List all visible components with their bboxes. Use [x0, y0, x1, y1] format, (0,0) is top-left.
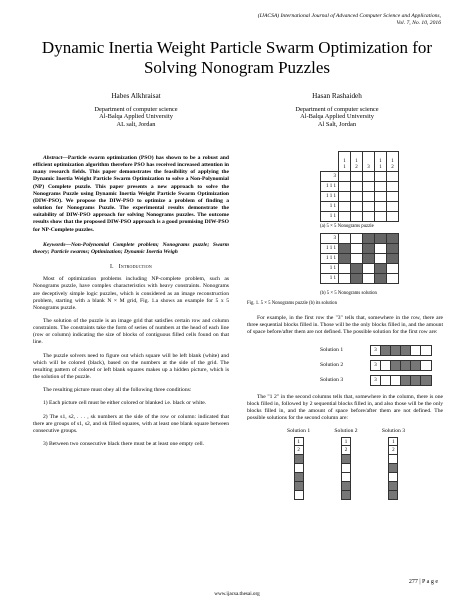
- grid-cell: [401, 361, 411, 370]
- grid-row: [321, 212, 399, 222]
- column-solution: [287, 428, 310, 500]
- author-dept: Department of computer science: [295, 105, 379, 113]
- figure-solution: [247, 233, 443, 297]
- grid-cell: [339, 254, 351, 264]
- grid-cell: [375, 264, 387, 274]
- figure-sub-caption: (a) 5 × 5 Nonograms puzzle: [320, 224, 374, 229]
- grid-cell: [388, 491, 398, 500]
- column-clue: 3: [363, 152, 375, 172]
- grid-cell: [421, 376, 431, 385]
- grid-cell: [388, 482, 398, 491]
- grid-cell: [339, 202, 351, 212]
- grid-cell: [294, 464, 304, 473]
- author-loc: Al Salt, Jordan: [317, 120, 357, 128]
- row-clue: 1 1 1: [321, 182, 339, 192]
- grid-cell: [421, 346, 431, 355]
- grid-row: [321, 182, 399, 192]
- row-clue: 1 1 1: [321, 254, 339, 264]
- column-clue: 2: [341, 446, 351, 455]
- row-solutions: [247, 343, 443, 388]
- grid-cell: [411, 346, 421, 355]
- grid-cell: [351, 234, 363, 244]
- solution-label: Solution 3: [381, 428, 405, 435]
- grid-cell: [363, 244, 375, 254]
- column-clue: 2: [388, 446, 398, 455]
- grid-row: [321, 234, 399, 244]
- row-clue: 1 1: [321, 274, 339, 284]
- grid-cell: [351, 254, 363, 264]
- journal-name: (IJACSA) International Journal of Advanced Computer Science and Applications,: [257, 13, 441, 19]
- footer-url: www.ijacsa.thesai.org: [214, 591, 260, 597]
- row-clue: 1 1: [321, 202, 339, 212]
- grid-cell: [339, 192, 351, 202]
- grid-cell: [401, 376, 411, 385]
- grid-cell: [341, 482, 351, 491]
- paragraph: The resulting picture must obey all the following three conditions:: [43, 387, 192, 394]
- grid-cell: [388, 464, 398, 473]
- grid-cell: [351, 264, 363, 274]
- row-clue: 3: [321, 172, 339, 182]
- grid-row: [321, 254, 399, 264]
- grid-cell: [339, 264, 351, 274]
- journal-header: [181, 13, 441, 27]
- column-clue-row: [321, 152, 399, 172]
- grid-cell: [387, 212, 399, 222]
- keywords: Keywords—Non-Polynomial Complete problem; Nonograms puzzle; Swarm theory; Particle swarms; Optimization; Dynamic Inertia Weigh: [33, 241, 229, 255]
- grid-cell: [375, 234, 387, 244]
- abstract: [33, 155, 229, 234]
- grid-cell: [387, 182, 399, 192]
- grid-cell: [363, 234, 375, 244]
- grid-cell: [363, 274, 375, 284]
- grid-cell: [339, 234, 351, 244]
- author-2: [262, 93, 412, 128]
- solution-label: Solution 1: [287, 428, 311, 435]
- column-clue: 1 1: [339, 152, 351, 172]
- grid-cell: [339, 244, 351, 254]
- grid-row: [321, 172, 399, 182]
- grid-cell: [391, 361, 401, 370]
- grid-cell: [411, 361, 421, 370]
- grid-row: [321, 192, 399, 202]
- author-uni: Al-Balqa Applied University: [300, 113, 374, 121]
- author-1: [61, 93, 211, 128]
- section-heading: [33, 264, 229, 271]
- grid-cell: [375, 172, 387, 182]
- author-dept: Department of computer science: [94, 105, 178, 113]
- grid-row: [321, 274, 399, 284]
- condition-item: 2) The s1, s2, . . . , sk numbers at the side of the row or column: indicated that there are groups of s1, s2, and sk filled squares, with at least one blank square between consecutive groups.: [33, 413, 229, 434]
- grid-cell: [294, 491, 304, 500]
- grid-cell: [375, 182, 387, 192]
- author-uni: Al-Balqa Applied University: [99, 113, 173, 121]
- journal-volume: Vol. 7, No. 10, 2016: [396, 20, 441, 26]
- grid-cell: [375, 192, 387, 202]
- grid-cell: [339, 274, 351, 284]
- row-clue: 1 1 1: [321, 244, 339, 254]
- row-clue: 3: [371, 361, 381, 370]
- grid-cell: [387, 192, 399, 202]
- grid-cell: [388, 455, 398, 464]
- paragraph: Most of optimization problems including NP-complete problem, such as Nonograms puzzle, have complex characteristics with heavy constraints. Nonograms are deceptively simple logic puzzles, which is considered as an image reconstruction problem, starting with a blank N × M grid, Fig. 1.a shows an example for 5 x 5 Nonograms puzzle.: [33, 276, 229, 311]
- row-clue: 1 1: [321, 264, 339, 274]
- figure-puzzle: [247, 151, 443, 231]
- grid-cell: [351, 202, 363, 212]
- grid-cell: [421, 361, 431, 370]
- column-solution: [382, 428, 405, 500]
- paragraph: For example, in the first row the "3" tells that, somewhere in the row, there are three sequential blocks filled in. Those will be the only blocks filled in, and the amount of space before/after them are not defined. The possible solution for the first row are:: [247, 315, 443, 336]
- column-clue: 1: [388, 437, 398, 446]
- grid-cell: [401, 346, 411, 355]
- row-solution: [320, 343, 443, 358]
- grid-cell: [351, 212, 363, 222]
- grid-cell: [363, 192, 375, 202]
- grid-cell: [363, 264, 375, 274]
- grid-cell: [341, 473, 351, 482]
- row-solution: [320, 358, 443, 373]
- grid-cell: [387, 274, 399, 284]
- solution-label: Solution 2: [334, 428, 358, 435]
- author-name: Habes Alkhraisat: [111, 92, 161, 100]
- grid-cell: [363, 202, 375, 212]
- grid-cell: [375, 212, 387, 222]
- row-clue: 1 1 1: [321, 192, 339, 202]
- grid-cell: [351, 244, 363, 254]
- column-clue: 1 2: [387, 152, 399, 172]
- paragraph: The solution of the puzzle is an image grid that satisfies certain row and column constraints. The constraints take the form of series of numbers at the head of each line (row or column) indicating the size of blocks of contiguous filled cells found on that line.: [33, 317, 229, 346]
- grid-cell: [339, 212, 351, 222]
- right-column: [247, 151, 443, 500]
- grid-cell: [351, 182, 363, 192]
- row-clue: 3: [321, 234, 339, 244]
- grid-cell: [341, 491, 351, 500]
- condition-item: 1) Each picture cell must be either colored or blanked i.e. black or white.: [43, 400, 207, 407]
- grid-cell: [391, 376, 401, 385]
- grid-cell: [387, 244, 399, 254]
- solution-label: Solution 3: [320, 376, 344, 383]
- author-loc: AL salt, Jordan: [116, 120, 156, 128]
- grid-cell: [387, 202, 399, 212]
- grid-cell: [381, 346, 391, 355]
- paragraph: The puzzle solvers need to figure out which square will be left blank (white) and which will be colored (black), based on the numbers at the side of the grid. The resulting pattern of colored or left blank squares makes up a hidden picture, which is the solution of the puzzle.: [33, 352, 229, 381]
- grid-cell: [363, 182, 375, 192]
- grid-cell: [294, 473, 304, 482]
- grid-cell: [388, 473, 398, 482]
- grid-row: [321, 244, 399, 254]
- column-solution: [334, 428, 357, 500]
- left-column: [33, 155, 229, 454]
- row-solution: [320, 373, 443, 388]
- grid-cell: [375, 274, 387, 284]
- column-clue: 1 1: [375, 152, 387, 172]
- author-name: Hasan Rashaideh: [312, 92, 362, 100]
- grid-cell: [411, 376, 421, 385]
- grid-cell: [351, 274, 363, 284]
- section-number: I.: [110, 264, 114, 271]
- grid-row: [321, 202, 399, 212]
- condition-item: 3) Between two consecutive black there must be at least one empty cell.: [43, 441, 205, 447]
- abstract-text: —Particle swarm optimization (PSO) has shown to be a robust and efficient optimization algorithm therefore PSO has received increased attention in many research fields. This paper demonstrates the feasibility of applying the Dynamic Inertia Weight Particle Swarm Optimization to solve a Non-Polynomial (NP) Complete puzzle. This paper presents a new approach to solve the Nonograms Puzzle using Dynamic Inertia Weight Particle Swarm Optimization (DIW-PSO). We propose the DIW-PSO to optimize a problem of finding a solution for Nonograms Puzzle. The experimental results demonstrate the suitability of DIW-PSO approach for solving Nonograms puzzles. The outcome results show that the proposed DIW-PSO approach is a good promising DIW-PSO for NP-Complete puzzles.: [33, 155, 229, 233]
- solution-label: Solution 1: [320, 346, 344, 353]
- grid-cell: [294, 455, 304, 464]
- solution-label: Solution 2: [320, 361, 344, 368]
- paper-title: Dynamic Inertia Weight Particle Swarm Optimization for Solving Nonogram Puzzles: [41, 38, 433, 77]
- grid-cell: [363, 172, 375, 182]
- column-clue: 1: [294, 437, 304, 446]
- row-clue: 1 1: [321, 212, 339, 222]
- grid-cell: [341, 464, 351, 473]
- grid-cell: [387, 254, 399, 264]
- grid-cell: [363, 212, 375, 222]
- column-clue: 1 2: [351, 152, 363, 172]
- nonogram-puzzle-grid: [320, 151, 399, 222]
- grid-cell: [375, 244, 387, 254]
- grid-cell: [375, 202, 387, 212]
- grid-cell: [341, 455, 351, 464]
- row-clue: 3: [371, 376, 381, 385]
- grid-cell: [375, 254, 387, 264]
- grid-cell: [391, 346, 401, 355]
- nonogram-solution-grid: [320, 233, 399, 284]
- figure-caption: Fig. 1. 5 × 5 Nonograms puzzle (b) its solution: [247, 301, 337, 306]
- page-number: 277 | P a g e: [408, 579, 438, 585]
- column-solutions: [287, 428, 405, 500]
- grid-cell: [339, 182, 351, 192]
- figure-sub-caption: (b) 5 × 5 Nonograms solution: [320, 291, 377, 296]
- grid-cell: [351, 172, 363, 182]
- grid-cell: [387, 264, 399, 274]
- abstract-label: Abstract: [43, 155, 63, 161]
- column-clue: 1: [341, 437, 351, 446]
- grid-cell: [339, 172, 351, 182]
- grid-cell: [351, 192, 363, 202]
- column-clue: 2: [294, 446, 304, 455]
- grid-cell: [381, 376, 391, 385]
- row-clue: 3: [371, 346, 381, 355]
- grid-cell: [294, 482, 304, 491]
- grid-cell: [363, 254, 375, 264]
- grid-row: [321, 264, 399, 274]
- grid-cell: [387, 234, 399, 244]
- section-title: Introduction: [118, 264, 152, 271]
- grid-cell: [387, 172, 399, 182]
- grid-cell: [381, 361, 391, 370]
- paragraph: The "1 2" in the second columns tells that, somewhere in the column, there is one block filled in, followed by 2 sequential blocks filled in, and also those will be the only blocks filled in, and the amount of space before/after them are not defined. The possible solutions for the second column are:: [247, 393, 443, 422]
